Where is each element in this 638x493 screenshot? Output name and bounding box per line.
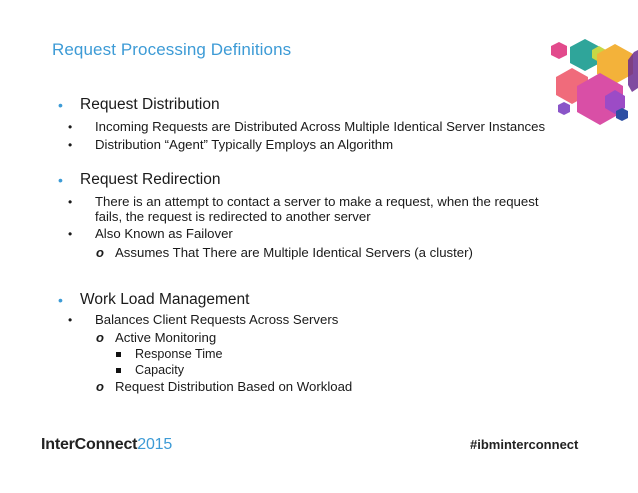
bullet-icon: • [68, 227, 73, 241]
sub-list-item [96, 245, 558, 260]
bullet-icon: • [68, 120, 73, 134]
bullet-icon: • [58, 291, 63, 308]
circle-bullet-icon: o [96, 244, 104, 260]
list-item [68, 313, 558, 328]
sub-list-item-text: Active Monitoring [115, 330, 217, 345]
sub-list-item-text: Request Distribution Based on Workload [115, 379, 353, 394]
bullet-icon: • [58, 97, 63, 113]
section-heading-text: Request Distribution [80, 96, 220, 113]
section-heading [58, 96, 558, 114]
sub-sub-list-item-text: Response Time [135, 347, 223, 361]
list-item-text: Balances Client Requests Across Servers [95, 311, 339, 327]
bullet-icon: • [68, 137, 73, 152]
list-item-text: Also Known as Failover [95, 226, 233, 241]
bullet-icon: • [68, 312, 73, 327]
section-heading [58, 171, 558, 189]
square-bullet-icon [116, 352, 121, 357]
sub-list-item [96, 330, 558, 345]
slide-title: Request Processing Definitions [52, 40, 292, 59]
sub-list-item [96, 379, 558, 394]
sub-sub-list-item [116, 363, 558, 378]
section-heading-text: Request Redirection [80, 171, 221, 188]
circle-bullet-icon: o [96, 330, 104, 345]
list-item [68, 138, 558, 153]
list-item-text: There is an attempt to contact a server to make a request, when the request fails, the request is redirected to another server [95, 194, 539, 224]
list-item [68, 120, 558, 135]
list-item-text: Incoming Requests are Distributed Across Multiple Identical Server Instances [95, 119, 546, 134]
bullet-icon: • [58, 172, 63, 188]
bullet-icon: • [68, 195, 73, 209]
square-bullet-icon [116, 368, 121, 373]
section-heading [58, 291, 558, 309]
list-item-text: Distribution “Agent” Typically Employs an Algorithm [95, 136, 394, 152]
sub-sub-list-item-text: Capacity [135, 363, 184, 377]
logo-brand: InterConnect [41, 436, 138, 453]
list-item [68, 227, 558, 242]
logo-year: 2015 [137, 436, 173, 453]
section-heading-text: Work Load Management [80, 290, 250, 308]
hashtag: #ibminterconnect [470, 437, 579, 452]
circle-bullet-icon: o [96, 379, 104, 394]
list-item [68, 195, 558, 224]
slide-body [58, 96, 558, 396]
sub-list-item-text: Assumes That There are Multiple Identical Servers (a cluster) [115, 244, 473, 260]
interconnect-logo [41, 436, 172, 454]
sub-sub-list-item [116, 347, 558, 362]
